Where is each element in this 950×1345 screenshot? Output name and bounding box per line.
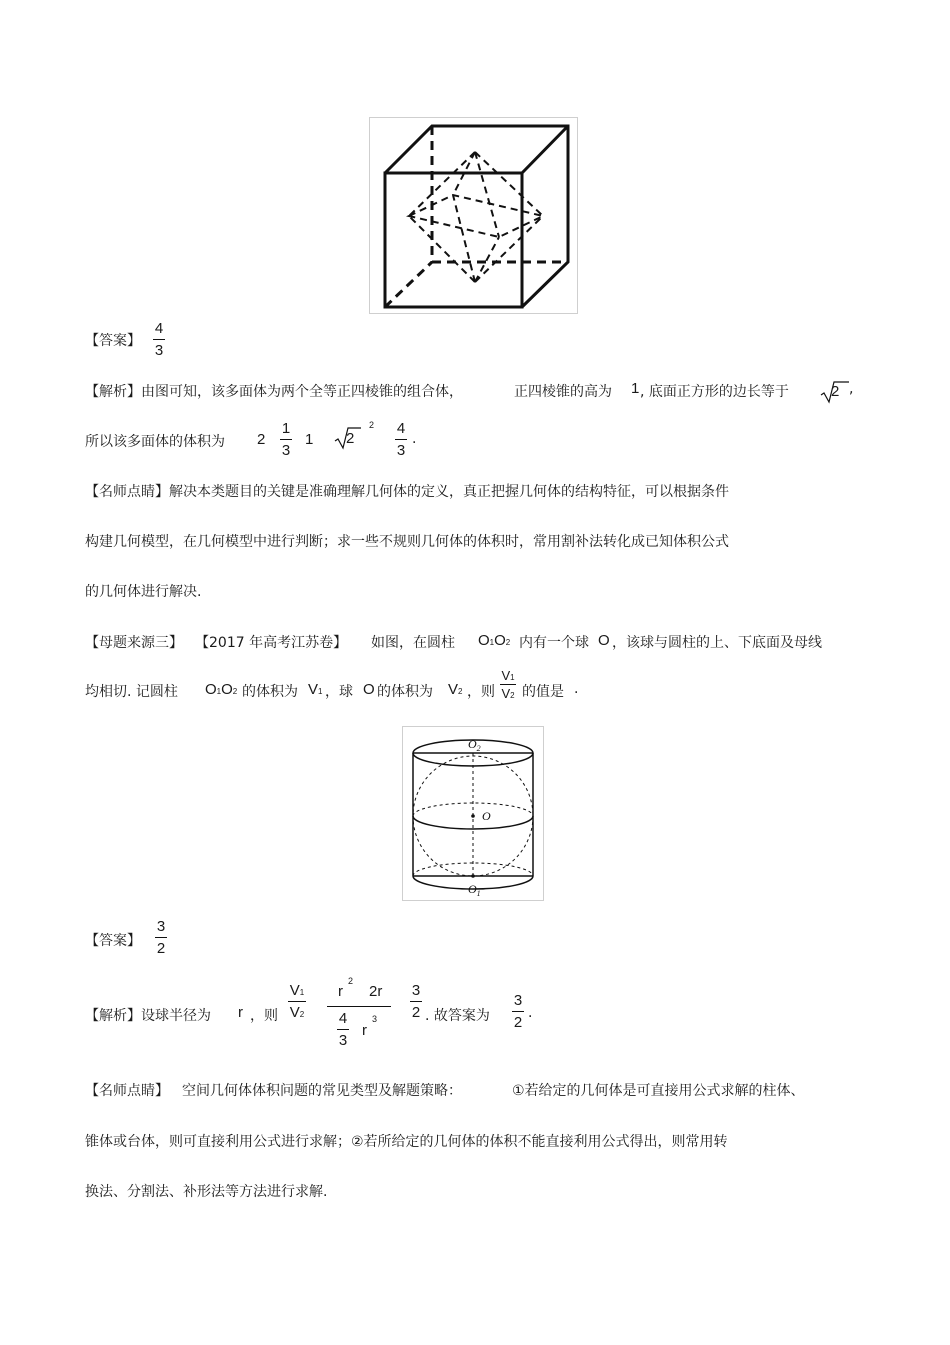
source-tag: 【2017 年高考江苏卷】	[195, 635, 348, 651]
label-o2: $O_2$	[468, 737, 481, 753]
sqrt-value: 2	[346, 430, 355, 447]
period: .	[412, 431, 417, 447]
v2-symbol: V2	[448, 681, 463, 698]
v1-over-v2: V1 V2	[289, 982, 305, 1021]
exponent: 2	[369, 420, 375, 430]
cube-hidden-edge-d	[385, 262, 432, 307]
source-label: 【母题来源三】	[85, 635, 183, 651]
cube-front-face	[385, 173, 522, 307]
sqrt-value: 2	[831, 383, 840, 400]
tips-line: 构建几何模型，在几何模型中进行判断；求一些不规则几何体的体积时，常用割补法转化成已知体积公式	[85, 534, 729, 550]
question-text: ，该球与圆柱的上、下底面及母线	[612, 635, 822, 651]
analysis-label: 【解析】	[85, 1008, 141, 1024]
tips-line: 解决本类题目的关键是准确理解几何体的定义，真正把握几何体的结构特征，可以根据条件	[169, 484, 729, 500]
analysis-text: . 故答案为	[425, 1008, 490, 1024]
denominator-r: r	[362, 1022, 367, 1039]
tips-line: ①若给定的几何体是可直接用公式求解的柱体、	[512, 1083, 805, 1099]
sphere-name: O	[363, 681, 375, 698]
coef: 2	[257, 431, 266, 448]
ratio-fraction: V1 V2	[501, 668, 515, 701]
tips-line: 空间几何体体积问题的常见类型及解题策略：	[182, 1083, 462, 1099]
question-text: 的值是	[522, 684, 564, 700]
bottom-center-point	[471, 874, 475, 878]
question-text: 均相切. 记圆柱	[85, 684, 178, 700]
period: .	[574, 681, 579, 697]
answer-fraction: 3 2	[156, 918, 166, 957]
answer-fraction: 4 3	[154, 320, 164, 359]
tips-line: 锥体或台体，则可直接利用公式进行求解；②若所给定的几何体的体积不能直接利用公式得出，则常用转	[85, 1134, 728, 1150]
r-symbol: r	[238, 1004, 243, 1021]
cube-top-right-edge	[522, 126, 568, 173]
tips-line: 换法、分割法、补形法等方法进行求解.	[85, 1184, 328, 1200]
question-text: 的体积为	[242, 684, 298, 700]
denominator-exp: 3	[372, 1014, 378, 1024]
period: .	[528, 1005, 533, 1021]
analysis-label: 【解析】	[85, 384, 141, 400]
question-text: 的体积为	[377, 684, 433, 700]
v1-symbol: V1	[308, 681, 323, 698]
comma: ,	[849, 381, 854, 397]
result-fraction: 4 3	[396, 420, 406, 459]
center-point	[471, 814, 475, 818]
tips-line: 的几何体进行解决.	[85, 584, 202, 600]
cube-with-octahedron-figure	[369, 117, 579, 315]
cylinder-with-sphere-figure	[402, 726, 545, 902]
label-o1: $O_1$	[468, 882, 481, 898]
question-text: ，球	[325, 684, 353, 700]
question-text: ，则	[467, 684, 495, 700]
numerator-2r: 2r	[369, 983, 383, 1000]
question-text: 如图，在圆柱	[371, 635, 455, 651]
answer-label: 【答案】	[85, 933, 141, 949]
result-fraction: 3 2	[411, 982, 421, 1021]
fraction-one-third: 1 3	[281, 420, 291, 459]
sphere-name: O	[598, 632, 610, 649]
analysis-text: 设球半径为	[141, 1008, 211, 1024]
cylinder-name: O1O2	[478, 632, 511, 649]
analysis-text: , 底面正方形的边长等于	[640, 384, 789, 400]
main-fraction-bar	[327, 1006, 391, 1007]
numerator-exp: 2	[348, 976, 354, 986]
tips-label: 【名师点睛】	[85, 484, 169, 500]
answer-label: 【答案】	[85, 333, 141, 349]
height-value: 1	[631, 380, 640, 397]
analysis-text: 正四棱锥的高为	[514, 384, 612, 400]
tips-label: 【名师点睛】	[85, 1083, 169, 1099]
numerator-r: r	[338, 983, 343, 1000]
analysis-text: 所以该多面体的体积为	[85, 434, 225, 450]
four-thirds: 4 3	[338, 1010, 348, 1049]
analysis-text: ，则	[250, 1008, 278, 1024]
one: 1	[305, 431, 314, 448]
analysis-text: 由图可知，该多面体为两个全等正四棱锥的组合体，	[141, 384, 463, 400]
final-answer-fraction: 3 2	[513, 992, 523, 1031]
cylinder-name: O1O2	[205, 681, 238, 698]
label-o: O	[482, 809, 491, 823]
question-text: 内有一个球	[519, 635, 589, 651]
